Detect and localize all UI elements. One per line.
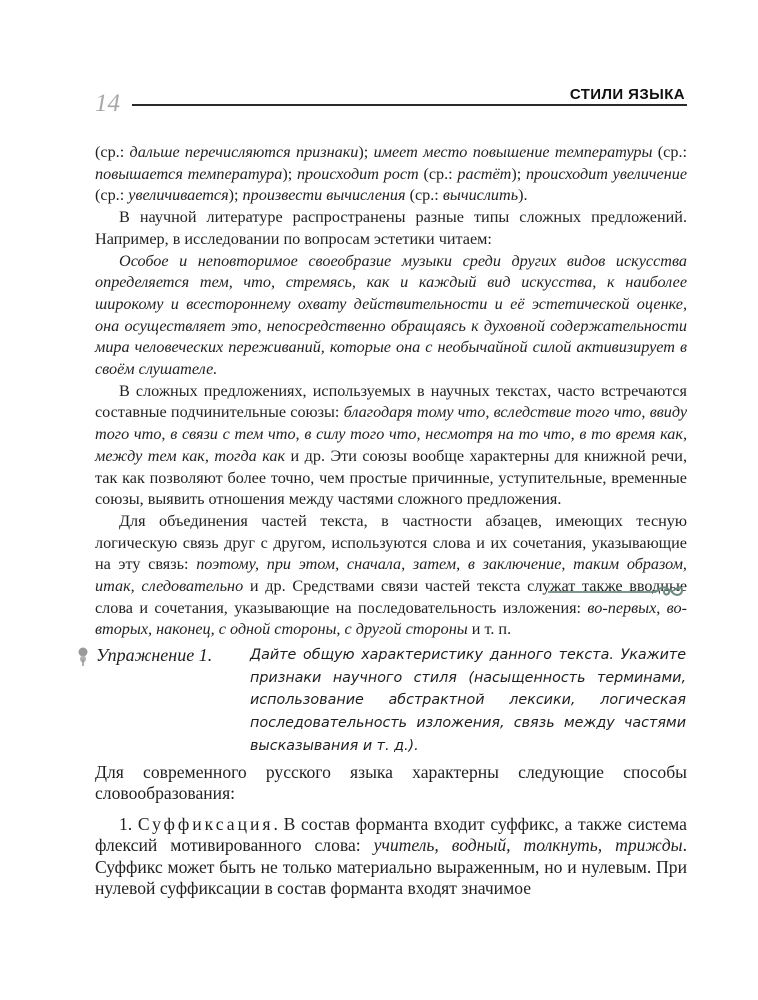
list-item (95, 814, 687, 900)
exercise-task: Дайте общую характеристику данного текста. Укажите признаки научного стиля (насыщенность терминами, использование абстрактной лексики, логическая последовательность изложения, связь между частями высказывания и т. д.). (250, 647, 686, 754)
item-examples: учитель, водный, толкнуть, трижды (373, 835, 683, 856)
emphasis: вычислить (442, 186, 519, 205)
item-term: Суффиксация (137, 813, 274, 834)
emphasis: имеет место повышение температуры (373, 143, 653, 161)
emphasis: дальше перечисляются признаки (129, 143, 359, 161)
emphasis: повышается температура (95, 164, 283, 183)
emphasis: благодаря тому что, вследствие того что, ввиду того что, в связи с тем что, в силу того что, несмотря на то что, в то время как, между тем как, тогда как (95, 403, 687, 465)
header-rule (132, 104, 687, 106)
emphasis: растёт (457, 164, 512, 183)
intro-paragraph: Для современного русского языка характерны следующие способы словообразования: (95, 762, 687, 804)
emphasis: произвести вычисления (242, 186, 406, 205)
paragraph: (ср.: дальше перечисляются признаки); имеет место повышение температуры (ср.: повышается температура); происходит рост (ср.: растёт); происходит увеличение (ср.: увеличивается); произвести вычисления (ср.: вычислить). (95, 143, 688, 205)
paragraph: В научной литературе распространены разные типы сложных предложений. Например, в исследовании по вопросам эстетики читаем: (95, 208, 687, 248)
page-header (0, 0, 758, 130)
paragraph: Для объединения частей текста, в частности абзацев, имеющих тесную логическую связь друг с другом, используются слова и их сочетания, указывающие на эту связь: поэтому, при этом, сначала, затем, в заключение, таким образом, итак, следовательно и др. Средствами связи частей текста служат также вводные слова и сочетания, указывающие на последовательность изложения: во-первых, во-вторых, наконец, с одной стороны, с другой стороны и т. п. (95, 511, 688, 639)
exercise-block (76, 644, 688, 754)
running-title: СТИЛИ ЯЗЫКА (569, 86, 685, 103)
main-text (95, 142, 687, 641)
item-text: . В состав форманта входит суффикс, а также система флексий мотивированного слова: (95, 813, 687, 856)
quotation (95, 251, 687, 381)
item-number: 1. (119, 813, 133, 834)
emphasis: Особое и неповторимое своеобразие музыки среди других видов искусства определяется тем, что, стремясь, как и каждый вид искусства, к наиболее широкому и всестороннему охвату действительности и её эстетической оценке, она осуществляет это, непосредственно обращаясь к духовной содержательности мира человеческих переживаний, которые она с необычайной силой активизирует в своём слушателе. (95, 251, 687, 379)
paragraph: В сложных предложениях, используемых в научных текстах, часто встречаются составные подчинительные союзы: благодаря тому что, вследствие того что, ввиду того что, в связи с тем что, в силу того что, несмотря на то что, в то время как, между тем как, тогда как и др. Эти союзы вообще характерны для книжной речи, так как позволяют более точно, чем простые причинные, уступительные, временные союзы, выявить отношения между частями сложного предложения. (95, 381, 687, 509)
emphasis: во-первых, во-вторых, наконец, с одной стороны, с другой стороны (95, 598, 687, 639)
lower-text (95, 762, 687, 899)
leaf-icon (76, 647, 90, 667)
exercise-label: Упражнение 1. (96, 645, 213, 665)
emphasis: поэтому, при этом, сначала, затем, в заключение, таким образом, итак, следовательно (95, 555, 687, 596)
item-text: . Суффикс может быть не только материально выраженным, но и нулевым. При нулевой суффиксации в состав форманта входят значимое (95, 835, 688, 899)
emphasis: увеличивается (128, 186, 229, 205)
emphasis: происходит увеличение (525, 164, 688, 183)
section-ornament (548, 585, 688, 599)
page-number: 14 (95, 90, 120, 117)
emphasis: происходит рост (296, 164, 419, 183)
